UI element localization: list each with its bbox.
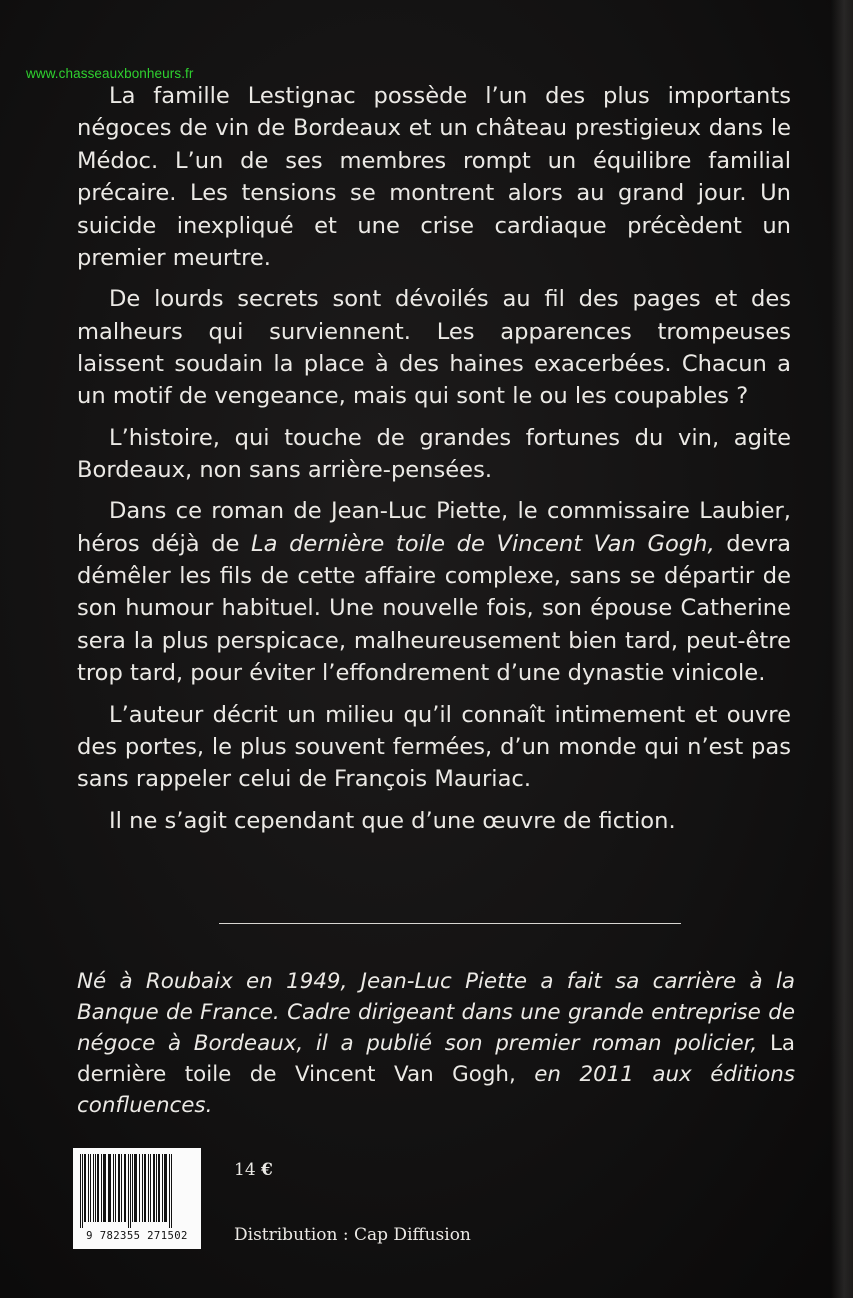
blurb-paragraph-4 [77, 495, 791, 689]
previous-book-title: La dernière toile de Vincent Van Gogh, [251, 530, 715, 557]
cover-edge [831, 0, 853, 1298]
price-amount: 14 [234, 1160, 256, 1180]
blurb-paragraph-1: La famille Lestignac possède l’un des plus importants négoces de vin de Bordeaux et un château prestigieux dans le Médoc. L’un de ses membres rompt un équilibre familial précaire. Les tensions se montrent alors au grand jour. Un suicide inexpliqué et une crise cardiaque précèdent un premier meurtre. [77, 83, 791, 272]
blurb-text [77, 80, 791, 846]
blurb-paragraph-4-end: devra démêler les fils de cette affaire complexe, sans se départir de son humour habituel. Une nouvelle fois, son épouse Catherine sera la plus perspicace, malheureusement bien tard, peut-être trop tard, pour éviter l’effondrement d’une dynastie vinicole. [77, 530, 791, 687]
isbn-number: 9 782355 271502 [86, 1230, 188, 1242]
blurb-paragraph-2: De lourds secrets sont dévoilés au fil des pages et des malheurs qui surviennent. Les apparences trompeuses laissent soudain la place à des haines exacerbées. Chacun a un motif de vengeance, mais qui sont le ou les coupables ? [77, 286, 791, 410]
isbn-barcode [73, 1148, 201, 1249]
blurb-paragraph-4-start: Dans ce roman de Jean-Luc Piette, le commissaire Laubier, héros déjà de [77, 498, 791, 557]
barcode-bars [78, 1154, 196, 1228]
author-bio-book-title: La dernière toile de Vincent Van Gogh, [77, 1031, 795, 1087]
price [234, 1160, 273, 1180]
price-currency: € [261, 1160, 273, 1180]
author-bio-end: en 2011 aux éditions confluences. [77, 1062, 795, 1118]
author-bio-start: Né à Roubaix en 1949, Jean-Luc Piette a fait sa carrière à la Banque de France. Cadre dirigeant dans une grande entreprise de négoce à Bordeaux, il a publié son premier roman policier, [77, 969, 795, 1056]
distribution-label: Distribution : Cap Diffusion [234, 1225, 471, 1245]
watermark-url: www.chasseauxbonheurs.fr [26, 66, 194, 81]
blurb-paragraph-5: L’auteur décrit un milieu qu’il connaît intimement et ouvre des portes, le plus souvent fermées, d’un monde qui n’est pas sans rappeler celui de François Mauriac. [77, 701, 791, 793]
blurb-paragraph-6: Il ne s’agit cependant que d’une œuvre de fiction. [109, 807, 676, 834]
author-bio [77, 966, 795, 1121]
blurb-paragraph-3: L’histoire, qui touche de grandes fortunes du vin, agite Bordeaux, non sans arrière-pensées. [77, 424, 791, 484]
section-divider [219, 923, 681, 924]
